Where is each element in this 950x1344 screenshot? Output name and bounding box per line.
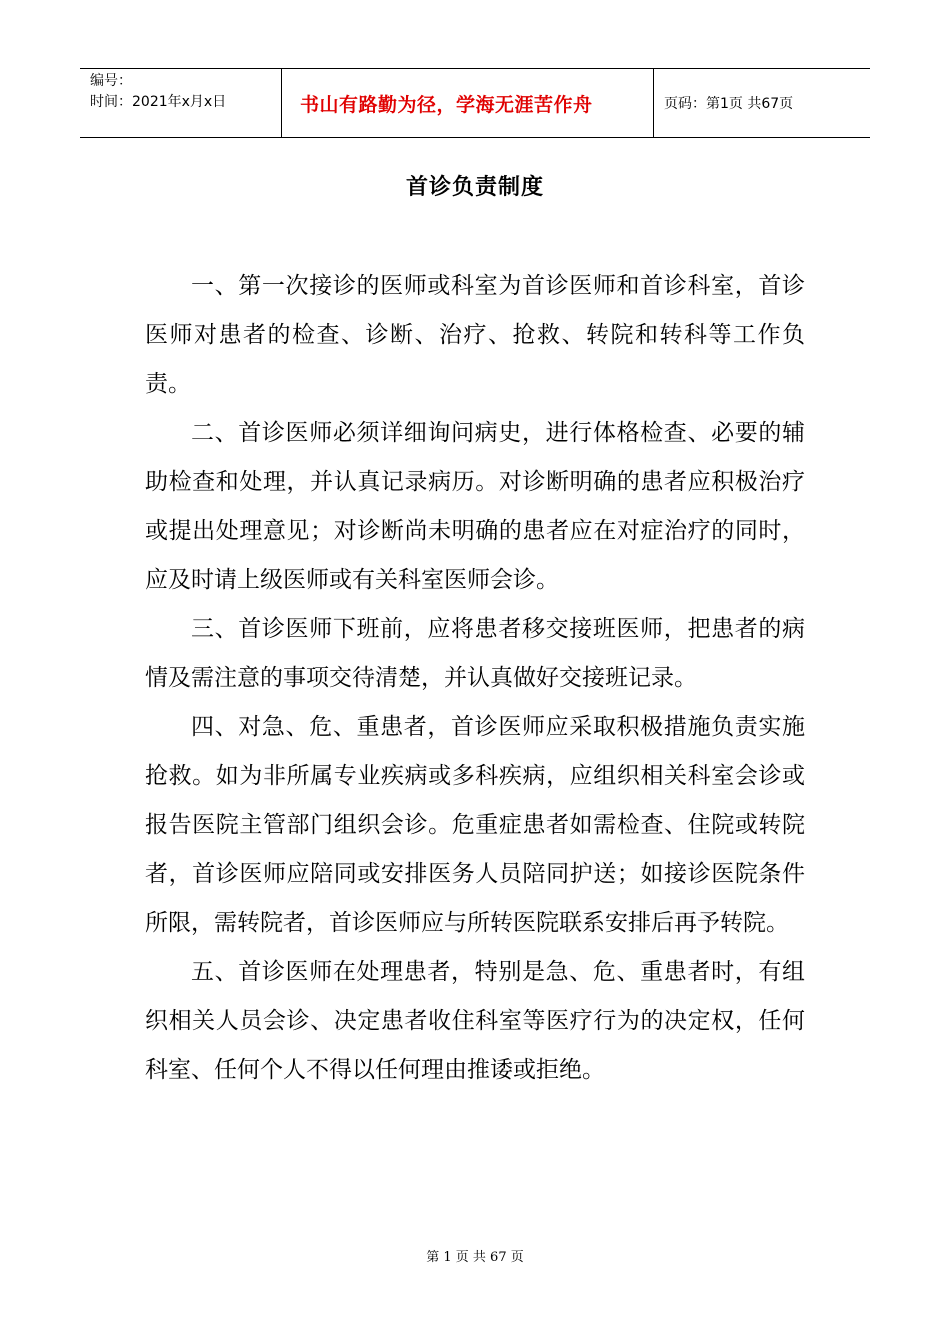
document-date-label: 时间：2021年x月x日	[90, 94, 227, 110]
paragraph-1: 一、第一次接诊的医师或科室为首诊医师和首诊科室，首诊医师对患者的检查、诊断、治疗、抢救、转院和转科等工作负责。	[145, 273, 805, 397]
header-page-info: 页码：第1页 共67页	[664, 96, 794, 112]
document-body	[145, 262, 805, 1095]
document-title: 首诊负责制度	[405, 175, 544, 200]
paragraph-3: 三、首诊医师下班前，应将患者移交接班医师，把患者的病情及需注意的事项交待清楚，并认真做好交接班记录。	[145, 616, 805, 691]
header-motto: 书山有路勤为径，学海无涯苦作舟	[282, 69, 654, 137]
paragraph-2: 二、首诊医师必须详细询问病史，进行体格检查、必要的辅助检查和处理，并认真记录病历。对诊断明确的患者应积极治疗或提出处理意见；对诊断尚未明确的患者应在对症治疗的同时，应及时请上级医师或有关科室医师会诊。	[145, 420, 805, 593]
paragraph-5: 五、首诊医师在处理患者，特别是急、危、重患者时，有组织相关人员会诊、决定患者收住科室等医疗行为的决定权，任何科室、任何个人不得以任何理由推诿或拒绝。	[145, 959, 805, 1083]
page-header	[80, 68, 870, 138]
paragraph-4: 四、对急、危、重患者，首诊医师应采取积极措施负责实施抢救。如为非所属专业疾病或多科疾病，应组织相关科室会诊或报告医院主管部门组织会诊。危重症患者如需检查、住院或转院者，首诊医师应陪同或安排医务人员陪同护送；如接诊医院条件所限，需转院者，首诊医师应与所转医院联系安排后再予转院。	[145, 714, 805, 936]
header-meta	[80, 69, 282, 137]
document-number-label: 编号：	[90, 73, 132, 89]
page-footer: 第 1 页 共 67 页	[426, 1250, 524, 1265]
